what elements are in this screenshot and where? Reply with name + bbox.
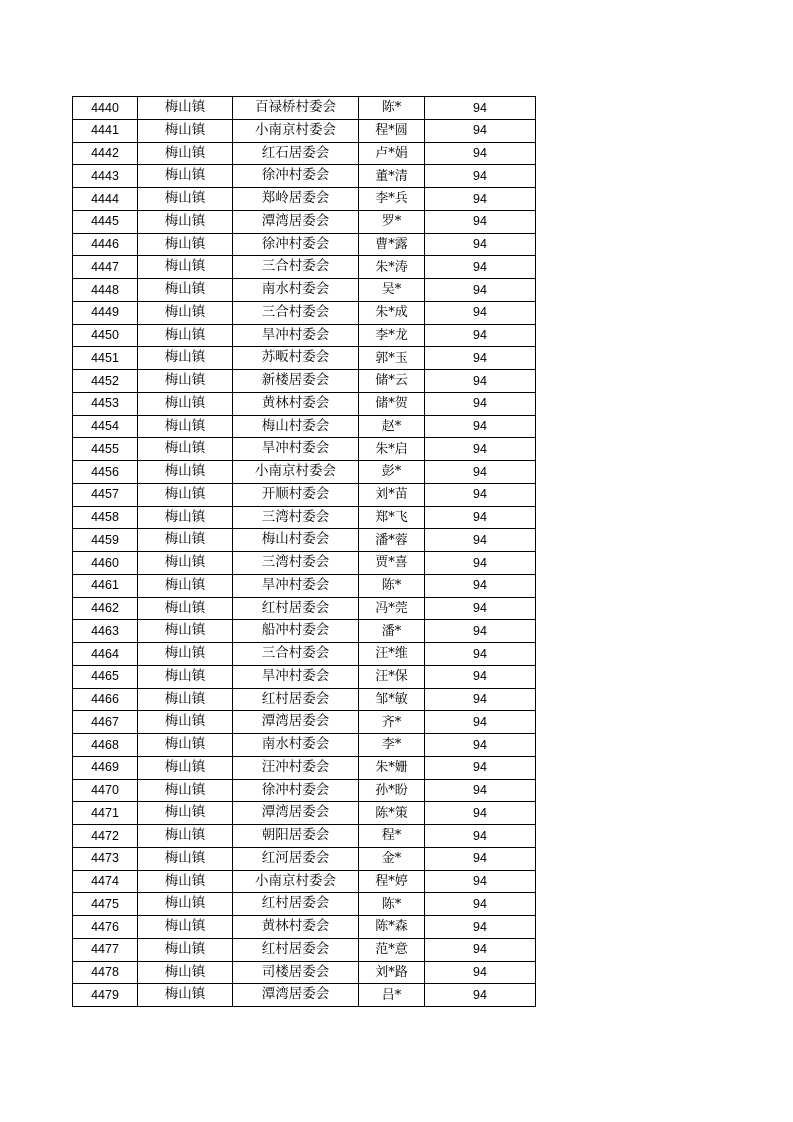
score-cell: 94: [425, 620, 536, 643]
town-cell: 梅山镇: [138, 574, 233, 597]
town-cell: 梅山镇: [138, 870, 233, 893]
table-row: [73, 438, 536, 461]
table-row: [73, 370, 536, 393]
village-committee-cell: 新楼居委会: [233, 370, 359, 393]
village-committee-cell: 红村居委会: [233, 688, 359, 711]
row-number-cell: 4448: [73, 279, 138, 302]
town-cell: 梅山镇: [138, 188, 233, 211]
score-cell: 94: [425, 438, 536, 461]
person-name-cell: 潘*: [359, 620, 425, 643]
village-committee-cell: 船冲村委会: [233, 620, 359, 643]
town-cell: 梅山镇: [138, 415, 233, 438]
table-row: [73, 256, 536, 279]
person-name-cell: 汪*保: [359, 665, 425, 688]
table-row: [73, 233, 536, 256]
person-name-cell: 冯*莞: [359, 597, 425, 620]
village-committee-cell: 潭湾居委会: [233, 984, 359, 1007]
village-committee-cell: 梅山村委会: [233, 529, 359, 552]
table-row: [73, 142, 536, 165]
town-cell: 梅山镇: [138, 643, 233, 666]
row-number-cell: 4461: [73, 574, 138, 597]
row-number-cell: 4469: [73, 756, 138, 779]
town-cell: 梅山镇: [138, 779, 233, 802]
table-row: [73, 347, 536, 370]
town-cell: 梅山镇: [138, 233, 233, 256]
town-cell: 梅山镇: [138, 529, 233, 552]
score-cell: 94: [425, 233, 536, 256]
person-name-cell: 陈*: [359, 97, 425, 120]
village-committee-cell: 苏畈村委会: [233, 347, 359, 370]
row-number-cell: 4466: [73, 688, 138, 711]
score-cell: 94: [425, 916, 536, 939]
person-name-cell: 陈*策: [359, 802, 425, 825]
town-cell: 梅山镇: [138, 506, 233, 529]
score-cell: 94: [425, 574, 536, 597]
town-cell: 梅山镇: [138, 802, 233, 825]
town-cell: 梅山镇: [138, 347, 233, 370]
row-number-cell: 4446: [73, 233, 138, 256]
person-name-cell: 程*圆: [359, 119, 425, 142]
table-row: [73, 119, 536, 142]
row-number-cell: 4465: [73, 665, 138, 688]
score-cell: 94: [425, 165, 536, 188]
person-name-cell: 李*龙: [359, 324, 425, 347]
person-name-cell: 金*: [359, 847, 425, 870]
person-name-cell: 李*兵: [359, 188, 425, 211]
town-cell: 梅山镇: [138, 438, 233, 461]
town-cell: 梅山镇: [138, 461, 233, 484]
person-name-cell: 郭*玉: [359, 347, 425, 370]
score-cell: 94: [425, 893, 536, 916]
person-name-cell: 程*婷: [359, 870, 425, 893]
village-committee-cell: 潭湾居委会: [233, 802, 359, 825]
town-cell: 梅山镇: [138, 665, 233, 688]
score-cell: 94: [425, 984, 536, 1007]
row-number-cell: 4452: [73, 370, 138, 393]
score-cell: 94: [425, 119, 536, 142]
village-committee-cell: 红村居委会: [233, 938, 359, 961]
row-number-cell: 4445: [73, 210, 138, 233]
village-committee-cell: 汪冲村委会: [233, 756, 359, 779]
town-cell: 梅山镇: [138, 825, 233, 848]
village-committee-cell: 旱冲村委会: [233, 324, 359, 347]
table-row: [73, 711, 536, 734]
town-cell: 梅山镇: [138, 620, 233, 643]
table-row: [73, 688, 536, 711]
table-row: [73, 597, 536, 620]
person-name-cell: 卢*娟: [359, 142, 425, 165]
table-row: [73, 643, 536, 666]
person-name-cell: 齐*: [359, 711, 425, 734]
person-name-cell: 赵*: [359, 415, 425, 438]
table-row: [73, 825, 536, 848]
row-number-cell: 4443: [73, 165, 138, 188]
village-committee-cell: 司楼居委会: [233, 961, 359, 984]
town-cell: 梅山镇: [138, 119, 233, 142]
village-committee-cell: 小南京村委会: [233, 119, 359, 142]
score-cell: 94: [425, 597, 536, 620]
table-row: [73, 552, 536, 575]
village-committee-cell: 潭湾居委会: [233, 210, 359, 233]
row-number-cell: 4463: [73, 620, 138, 643]
table-row: [73, 392, 536, 415]
row-number-cell: 4479: [73, 984, 138, 1007]
village-committee-cell: 南水村委会: [233, 734, 359, 757]
table-row: [73, 461, 536, 484]
row-number-cell: 4457: [73, 483, 138, 506]
table-row: [73, 188, 536, 211]
table-row: [73, 938, 536, 961]
town-cell: 梅山镇: [138, 301, 233, 324]
person-name-cell: 朱*成: [359, 301, 425, 324]
town-cell: 梅山镇: [138, 734, 233, 757]
score-cell: 94: [425, 97, 536, 120]
town-cell: 梅山镇: [138, 756, 233, 779]
town-cell: 梅山镇: [138, 984, 233, 1007]
village-committee-cell: 潭湾居委会: [233, 711, 359, 734]
person-name-cell: 潘*蓉: [359, 529, 425, 552]
person-name-cell: 朱*启: [359, 438, 425, 461]
table-row: [73, 847, 536, 870]
town-cell: 梅山镇: [138, 97, 233, 120]
town-cell: 梅山镇: [138, 324, 233, 347]
score-cell: 94: [425, 847, 536, 870]
table-row: [73, 506, 536, 529]
row-number-cell: 4472: [73, 825, 138, 848]
score-cell: 94: [425, 347, 536, 370]
town-cell: 梅山镇: [138, 552, 233, 575]
table-row: [73, 734, 536, 757]
town-cell: 梅山镇: [138, 711, 233, 734]
town-cell: 梅山镇: [138, 142, 233, 165]
score-cell: 94: [425, 483, 536, 506]
score-cell: 94: [425, 779, 536, 802]
row-number-cell: 4471: [73, 802, 138, 825]
village-committee-cell: 梅山村委会: [233, 415, 359, 438]
village-committee-cell: 旱冲村委会: [233, 665, 359, 688]
score-cell: 94: [425, 279, 536, 302]
person-name-cell: 朱*涛: [359, 256, 425, 279]
score-cell: 94: [425, 552, 536, 575]
row-number-cell: 4441: [73, 119, 138, 142]
row-number-cell: 4460: [73, 552, 138, 575]
person-name-cell: 李*: [359, 734, 425, 757]
row-number-cell: 4454: [73, 415, 138, 438]
village-committee-cell: 红村居委会: [233, 597, 359, 620]
town-cell: 梅山镇: [138, 165, 233, 188]
row-number-cell: 4442: [73, 142, 138, 165]
score-cell: 94: [425, 301, 536, 324]
score-cell: 94: [425, 756, 536, 779]
score-cell: 94: [425, 324, 536, 347]
data-table: [72, 96, 536, 1007]
town-cell: 梅山镇: [138, 893, 233, 916]
person-name-cell: 曹*露: [359, 233, 425, 256]
village-committee-cell: 黄林村委会: [233, 916, 359, 939]
person-name-cell: 邹*敏: [359, 688, 425, 711]
table-row: [73, 893, 536, 916]
town-cell: 梅山镇: [138, 370, 233, 393]
score-cell: 94: [425, 392, 536, 415]
row-number-cell: 4467: [73, 711, 138, 734]
person-name-cell: 吴*: [359, 279, 425, 302]
score-cell: 94: [425, 938, 536, 961]
person-name-cell: 董*清: [359, 165, 425, 188]
town-cell: 梅山镇: [138, 916, 233, 939]
person-name-cell: 程*: [359, 825, 425, 848]
score-cell: 94: [425, 870, 536, 893]
row-number-cell: 4464: [73, 643, 138, 666]
table-row: [73, 916, 536, 939]
person-name-cell: 储*贺: [359, 392, 425, 415]
row-number-cell: 4478: [73, 961, 138, 984]
village-committee-cell: 小南京村委会: [233, 870, 359, 893]
table-row: [73, 165, 536, 188]
score-cell: 94: [425, 210, 536, 233]
table-row: [73, 620, 536, 643]
village-committee-cell: 南水村委会: [233, 279, 359, 302]
score-cell: 94: [425, 529, 536, 552]
town-cell: 梅山镇: [138, 392, 233, 415]
row-number-cell: 4475: [73, 893, 138, 916]
table-row: [73, 870, 536, 893]
person-name-cell: 贾*喜: [359, 552, 425, 575]
row-number-cell: 4451: [73, 347, 138, 370]
village-committee-cell: 小南京村委会: [233, 461, 359, 484]
row-number-cell: 4458: [73, 506, 138, 529]
village-committee-cell: 三湾村委会: [233, 506, 359, 529]
score-cell: 94: [425, 688, 536, 711]
table-row: [73, 802, 536, 825]
row-number-cell: 4456: [73, 461, 138, 484]
row-number-cell: 4440: [73, 97, 138, 120]
town-cell: 梅山镇: [138, 847, 233, 870]
row-number-cell: 4444: [73, 188, 138, 211]
village-committee-cell: 郑岭居委会: [233, 188, 359, 211]
town-cell: 梅山镇: [138, 688, 233, 711]
score-cell: 94: [425, 256, 536, 279]
table-body: [73, 97, 536, 1007]
score-cell: 94: [425, 711, 536, 734]
table-row: [73, 301, 536, 324]
village-committee-cell: 开顺村委会: [233, 483, 359, 506]
person-name-cell: 彭*: [359, 461, 425, 484]
village-committee-cell: 三合村委会: [233, 301, 359, 324]
table-row: [73, 984, 536, 1007]
village-committee-cell: 三合村委会: [233, 256, 359, 279]
village-committee-cell: 徐冲村委会: [233, 165, 359, 188]
score-cell: 94: [425, 802, 536, 825]
person-name-cell: 罗*: [359, 210, 425, 233]
row-number-cell: 4477: [73, 938, 138, 961]
score-cell: 94: [425, 461, 536, 484]
score-cell: 94: [425, 825, 536, 848]
row-number-cell: 4468: [73, 734, 138, 757]
score-cell: 94: [425, 415, 536, 438]
person-name-cell: 吕*: [359, 984, 425, 1007]
person-name-cell: 朱*姗: [359, 756, 425, 779]
person-name-cell: 陈*: [359, 893, 425, 916]
town-cell: 梅山镇: [138, 597, 233, 620]
village-committee-cell: 红村居委会: [233, 893, 359, 916]
table-row: [73, 665, 536, 688]
village-committee-cell: 百禄桥村委会: [233, 97, 359, 120]
person-name-cell: 刘*苗: [359, 483, 425, 506]
score-cell: 94: [425, 142, 536, 165]
person-name-cell: 陈*森: [359, 916, 425, 939]
row-number-cell: 4473: [73, 847, 138, 870]
table-row: [73, 324, 536, 347]
row-number-cell: 4476: [73, 916, 138, 939]
score-cell: 94: [425, 370, 536, 393]
person-name-cell: 汪*维: [359, 643, 425, 666]
person-name-cell: 储*云: [359, 370, 425, 393]
person-name-cell: 陈*: [359, 574, 425, 597]
table-row: [73, 961, 536, 984]
table-row: [73, 483, 536, 506]
village-committee-cell: 黄林村委会: [233, 392, 359, 415]
town-cell: 梅山镇: [138, 961, 233, 984]
person-name-cell: 郑*飞: [359, 506, 425, 529]
row-number-cell: 4453: [73, 392, 138, 415]
town-cell: 梅山镇: [138, 279, 233, 302]
town-cell: 梅山镇: [138, 483, 233, 506]
table-row: [73, 415, 536, 438]
row-number-cell: 4470: [73, 779, 138, 802]
score-cell: 94: [425, 734, 536, 757]
table-row: [73, 529, 536, 552]
row-number-cell: 4474: [73, 870, 138, 893]
village-committee-cell: 旱冲村委会: [233, 438, 359, 461]
table-row: [73, 779, 536, 802]
person-name-cell: 刘*路: [359, 961, 425, 984]
score-cell: 94: [425, 643, 536, 666]
row-number-cell: 4447: [73, 256, 138, 279]
table-row: [73, 279, 536, 302]
village-committee-cell: 红河居委会: [233, 847, 359, 870]
town-cell: 梅山镇: [138, 210, 233, 233]
row-number-cell: 4455: [73, 438, 138, 461]
town-cell: 梅山镇: [138, 256, 233, 279]
table-row: [73, 97, 536, 120]
person-name-cell: 孙*盼: [359, 779, 425, 802]
table-row: [73, 756, 536, 779]
score-cell: 94: [425, 961, 536, 984]
score-cell: 94: [425, 188, 536, 211]
score-cell: 94: [425, 665, 536, 688]
village-committee-cell: 朝阳居委会: [233, 825, 359, 848]
village-committee-cell: 徐冲村委会: [233, 233, 359, 256]
village-committee-cell: 三湾村委会: [233, 552, 359, 575]
row-number-cell: 4462: [73, 597, 138, 620]
row-number-cell: 4449: [73, 301, 138, 324]
person-name-cell: 范*意: [359, 938, 425, 961]
village-committee-cell: 三合村委会: [233, 643, 359, 666]
score-cell: 94: [425, 506, 536, 529]
row-number-cell: 4459: [73, 529, 138, 552]
village-committee-cell: 徐冲村委会: [233, 779, 359, 802]
table-row: [73, 210, 536, 233]
table-row: [73, 574, 536, 597]
town-cell: 梅山镇: [138, 938, 233, 961]
row-number-cell: 4450: [73, 324, 138, 347]
village-committee-cell: 旱冲村委会: [233, 574, 359, 597]
village-committee-cell: 红石居委会: [233, 142, 359, 165]
